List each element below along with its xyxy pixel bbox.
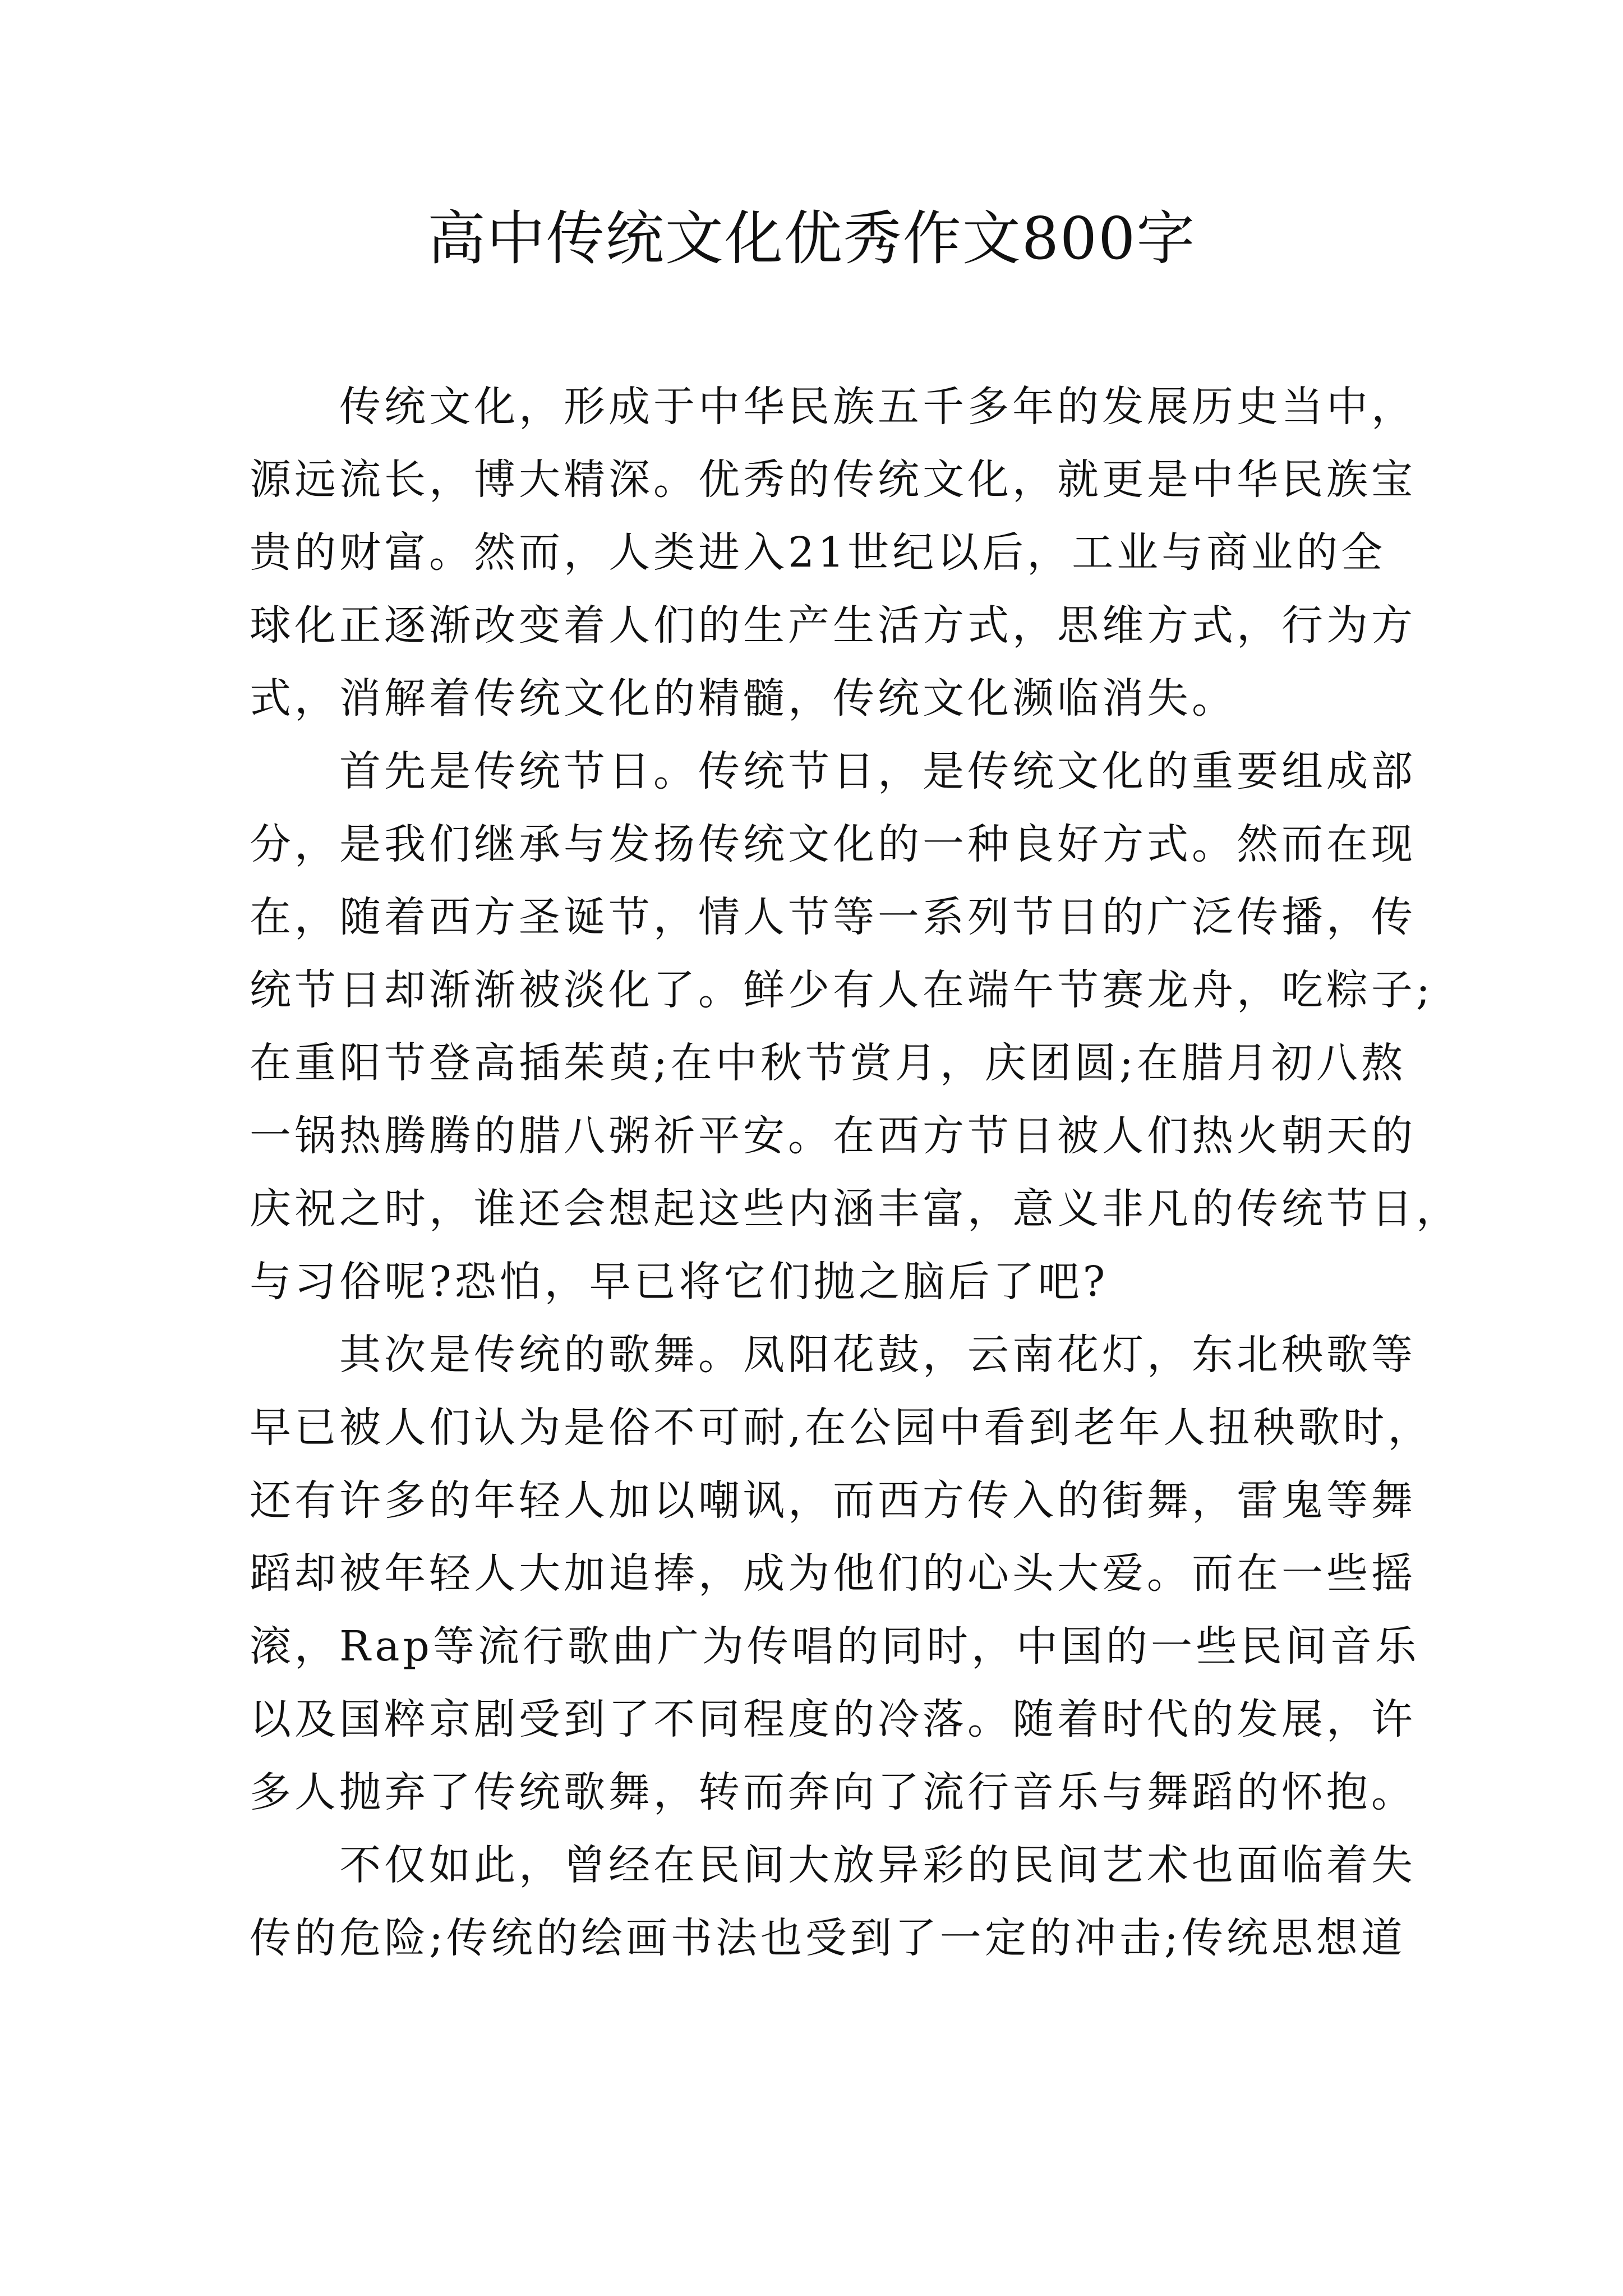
paragraph-line: 滚，Rap等流行歌曲广为传唱的同时，中国的一些民间音乐 xyxy=(250,1622,1420,1671)
paragraph-line: 分，是我们继承与发扬传统文化的一种良好方式。然而在现 xyxy=(250,820,1416,868)
paragraph-line: 蹈却被年轻人大加追捧，成为他们的心头大爱。而在一些摇 xyxy=(250,1549,1416,1598)
paragraph-line: 一锅热腾腾的腊八粥祈平安。在西方节日被人们热火朝天的 xyxy=(250,1112,1416,1160)
paragraph-line: 在重阳节登高插茱萸;在中秋节赏月，庆团圆;在腊月初八熬 xyxy=(250,1039,1406,1087)
paragraph-line: 式，消解着传统文化的精髓，传统文化濒临消失。 xyxy=(250,674,1237,723)
paragraph-line: 还有许多的年轻人加以嘲讽，而西方传入的街舞，雷鬼等舞 xyxy=(250,1476,1416,1525)
paragraph-first-line: 不仅如此，曾经在民间大放异彩的民间艺术也面临着失 xyxy=(339,1841,1416,1889)
paragraph-line: 统节日却渐渐被淡化了。鲜少有人在端午节赛龙舟，吃粽子; xyxy=(250,966,1433,1014)
paragraph-line: 与习俗呢?恐怕，早已将它们抛之脑后了吧? xyxy=(250,1258,1109,1306)
paragraph-line: 传的危险;传统的绘画书法也受到了一定的冲击;传统思想道 xyxy=(250,1914,1406,1962)
document-body xyxy=(250,370,1461,1975)
paragraph-line: 在，随着西方圣诞节，情人节等一系列节日的广泛传播，传 xyxy=(250,893,1416,941)
paragraph-line: 庆祝之时，谁还会想起这些内涵丰富，意义非凡的传统节日， xyxy=(250,1185,1461,1233)
document-title: 高中传统文化优秀作文800字 xyxy=(427,204,1196,273)
paragraph-first-line: 传统文化，形成于中华民族五千多年的发展历史当中， xyxy=(339,383,1416,431)
paragraph-line: 多人抛弃了传统歌舞，转而奔向了流行音乐与舞蹈的怀抱。 xyxy=(250,1768,1416,1816)
paragraph-line: 球化正逐渐改变着人们的生产生活方式，思维方式，行为方 xyxy=(250,601,1416,650)
paragraph-line: 贵的财富。然而，人类进入21世纪以后，工业与商业的全 xyxy=(250,528,1386,577)
paragraph-line: 早已被人们认为是俗不可耐,在公园中看到老年人扭秧歌时， xyxy=(250,1404,1433,1452)
paragraph-first-line: 其次是传统的歌舞。凤阳花鼓，云南花灯，东北秧歌等 xyxy=(339,1331,1416,1379)
paragraph-line: 源远流长，博大精深。优秀的传统文化，就更是中华民族宝 xyxy=(250,455,1416,504)
paragraph-first-line: 首先是传统节日。传统节日，是传统文化的重要组成部 xyxy=(339,747,1416,795)
paragraph-line: 以及国粹京剧受到了不同程度的冷落。随着时代的发展，许 xyxy=(250,1695,1416,1743)
